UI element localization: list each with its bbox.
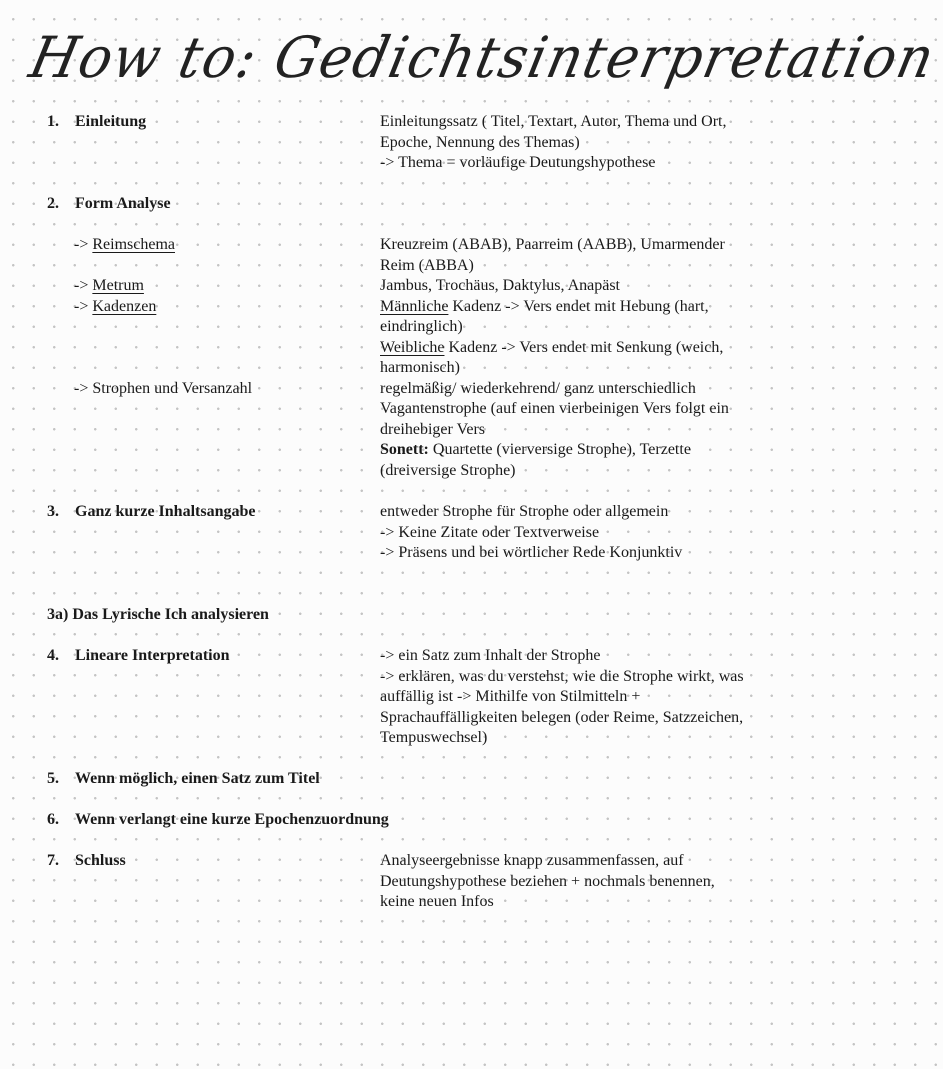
strophen-label: Strophen und Versanzahl <box>92 379 253 397</box>
section-3a-heading: 3a) Das Lyrische Ich analysieren <box>47 606 269 623</box>
metrum-label: Metrum <box>92 277 144 294</box>
section-7-heading <box>47 851 126 872</box>
reimschema-item <box>74 235 175 256</box>
arrow-icon: -> <box>74 277 89 294</box>
metrum-desc: Jambus, Trochäus, Daktylus, Anapäst <box>380 277 620 294</box>
section-1-number: 1. <box>47 113 59 130</box>
arrow-icon: -> <box>74 379 89 397</box>
section-6-label: Wenn verlangt eine kurze Epochenzuordnung <box>75 811 389 828</box>
section-4-desc-line-3: auffällig ist -> Mithilfe von Stilmitteln + <box>380 688 641 705</box>
kadenz-maennlich-cont: eindringlich) <box>380 318 463 335</box>
kadenz-maennlich-word: Männliche <box>380 297 449 315</box>
strophen-desc-line-2: Vagantenstrophe (auf einen vierbeinigen Vers folgt ein <box>380 400 729 417</box>
kadenz-maennlich-line <box>380 297 709 318</box>
section-6-heading <box>47 810 389 831</box>
kadenz-maennlich-rest: Kadenz -> Vers endet mit Hebung (hart, <box>448 297 709 315</box>
section-1-desc-line-2: Epoche, Nennung des Themas) <box>380 133 580 151</box>
section-5-heading <box>47 769 320 790</box>
section-4-desc-line-2: -> erklären, was du verstehst, wie die Strophe wirkt, was <box>380 667 744 685</box>
section-3-heading <box>47 502 255 523</box>
section-1-label: Einleitung <box>75 113 147 130</box>
section-4-number: 4. <box>47 647 59 664</box>
section-5-label: Wenn möglich, einen Satz zum Titel <box>75 770 320 787</box>
section-3-label: Ganz kurze Inhaltsangabe <box>75 503 256 520</box>
section-2-heading <box>47 194 171 215</box>
section-4-desc-line-1: -> ein Satz zum Inhalt der Strophe <box>380 647 601 664</box>
section-4-label: Lineare Interpretation <box>75 647 230 664</box>
section-7-desc-line-3: keine neuen Infos <box>380 893 494 910</box>
section-7-desc-line-2: Deutungshypothese beziehen + nochmals benennen, <box>380 872 715 890</box>
page-title: How to: Gedichtsinterpretation <box>24 24 942 91</box>
section-3-number: 3. <box>47 503 59 520</box>
section-1-desc-line-1: Einleitungssatz ( Titel, Textart, Autor, Thema und Ort, <box>380 113 727 130</box>
arrow-icon: -> <box>74 297 89 315</box>
kadenzen-item <box>74 297 156 318</box>
section-1-desc-line-3: -> Thema = vorläufige Deutungshypothese <box>380 154 656 171</box>
reimschema-label: Reimschema <box>92 236 175 253</box>
strophen-desc-line-3: dreihebiger Vers <box>380 420 485 438</box>
section-7-label: Schluss <box>75 852 126 869</box>
metrum-item <box>74 276 144 297</box>
section-2-number: 2. <box>47 195 59 212</box>
sonett-line <box>380 440 691 461</box>
kadenz-weiblich-rest: Kadenz -> Vers endet mit Senkung (weich, <box>444 338 724 356</box>
kadenzen-label: Kadenzen <box>92 297 157 315</box>
sonett-label: Sonett: <box>380 441 429 458</box>
section-2-label: Form Analyse <box>75 195 171 212</box>
section-3-desc-line-2: -> Keine Zitate oder Textverweise <box>380 523 600 541</box>
section-1-heading <box>47 112 146 133</box>
arrow-icon: -> <box>74 236 89 253</box>
sonett-cont: (dreiversige Strophe) <box>380 461 516 479</box>
sonett-rest: Quartette (vierversige Strophe), Terzette <box>428 441 691 458</box>
strophen-item <box>74 379 252 400</box>
section-7-number: 7. <box>47 852 59 869</box>
section-7-desc-line-1: Analyseergebnisse knapp zusammenfassen, auf <box>380 852 684 869</box>
section-4-desc-line-4: Sprachauffälligkeiten belegen (oder Reime, Satzzeichen, <box>380 708 744 726</box>
kadenz-weiblich-word: Weibliche <box>380 338 445 356</box>
section-4-heading <box>47 646 230 667</box>
section-4-desc-line-5: Tempuswechsel) <box>380 729 488 746</box>
kadenz-weiblich-cont: harmonisch) <box>380 359 460 376</box>
section-5-number: 5. <box>47 770 59 787</box>
strophen-desc-line-1: regelmäßig/ wiederkehrend/ ganz unterschiedlich <box>380 379 696 397</box>
kadenz-weiblich-line <box>380 338 723 359</box>
section-3-desc-line-3: -> Präsens und bei wörtlicher Rede Konjunktiv <box>380 544 683 561</box>
section-6-number: 6. <box>47 811 59 828</box>
section-3-desc-line-1: entweder Strophe für Strophe oder allgemein <box>380 503 669 520</box>
reimschema-desc-line-1: Kreuzreim (ABAB), Paarreim (AABB), Umarmender <box>380 236 725 253</box>
reimschema-desc-line-2: Reim (ABBA) <box>380 256 474 274</box>
